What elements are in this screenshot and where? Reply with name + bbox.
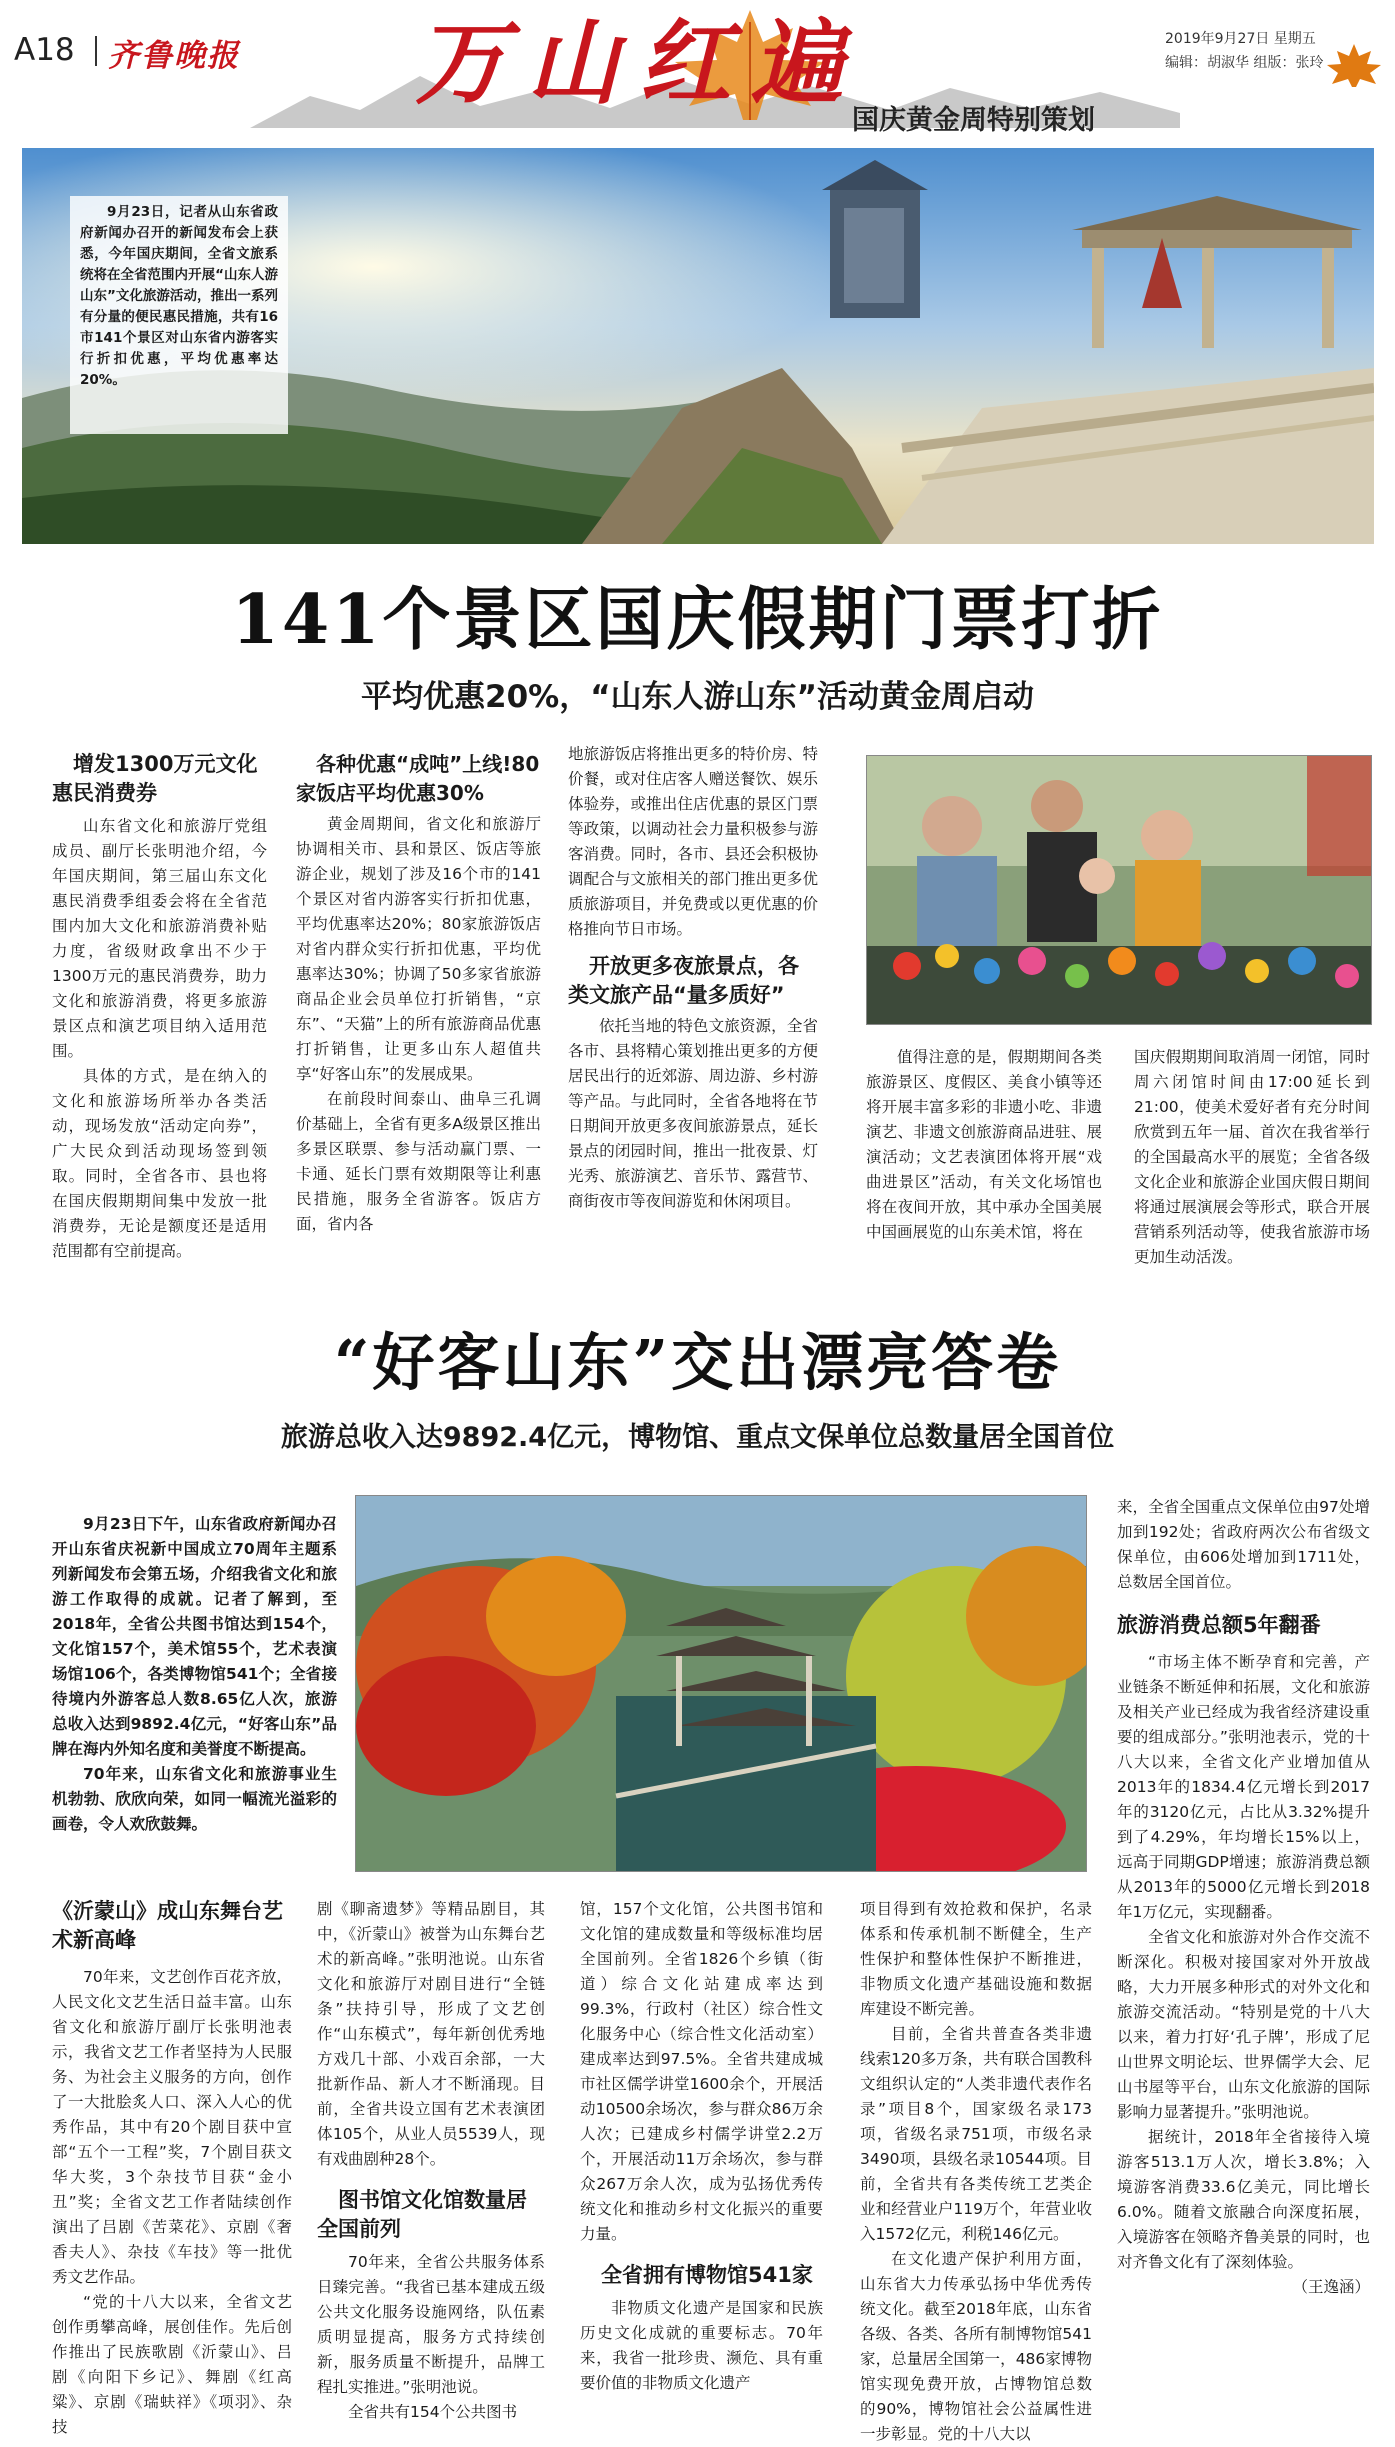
- story1-subhead-night: 开放更多夜旅景点，各类文旅产品“量多质好”: [568, 954, 799, 1007]
- story2-byline: （王逸涵）: [1292, 2278, 1370, 2296]
- story2-col4: [860, 1897, 1092, 2447]
- story1-hotel-p1: 地旅游饭店将推出更多的特价房、特价餐，或对住店客人赠送餐饮、娱乐体验券，或推出住店优惠的景区门票等政策，以调动社会力量积极参与游客消费。同时，各市、县还会积极协调配合与文旅相关的部门推出更多优质旅游项目，并免费或以更优惠的价格推向节日市场。: [568, 745, 818, 938]
- story2-photo: [355, 1495, 1087, 1872]
- editors: 编辑：胡淑华 组版：张玲: [1165, 55, 1324, 71]
- story1-discount-p1: 黄金周期间，省文化和旅游厅协调相关市、县和景区、饭店等旅游企业，规划了涉及16个市的141个景区对省内游客实行折扣优惠，平均优惠率达20%；80家旅游饭店对省内群众实行折扣优惠，平均优惠率达30%；协调了50多家省旅游商品企业会员单位打折销售，“京东”、“天猫”上的所有旅游商品优惠打折销售，让更多山东人超值共享“好客山东”的发展成果。: [296, 815, 541, 1083]
- story2-library-p1: 70年来，全省公共服务体系日臻完善。“我省已基本建成五级公共文化服务设施网络，队伍素质明显提高，服务方式持续创新，服务质量不断提升，品牌工程扎实推进。”张明池说。: [317, 2253, 545, 2396]
- issue-date: 2019年9月27日 星期五: [1165, 31, 1316, 47]
- story1-deck: 平均优惠20%，“山东人游山东”活动黄金周启动: [361, 679, 1034, 715]
- masthead-divider: [95, 36, 97, 66]
- story2-subhead-tourism: 旅游消费总额5年翻番: [1117, 1613, 1321, 1637]
- story1-headline: 141个景区国庆假期门票打折: [231, 580, 1164, 660]
- story1-col2: [296, 750, 541, 1237]
- banner-title: 万山红遍: [415, 9, 864, 117]
- masthead: [0, 0, 1395, 145]
- story2-deck: 旅游总收入达9892.4亿元，博物馆、重点文保单位总数量居全国首位: [280, 1422, 1115, 1453]
- story2-museum-p1: 非物质文化遗产是国家和民族历史文化成就的重要标志。70年来，我省一批珍贵、濒危、具有重要价值的非物质文化遗产: [580, 2299, 823, 2392]
- story1-voucher-p1: 山东省文化和旅游厅党组成员、副厅长张明池介绍，今年国庆期间，第三届山东文化惠民消费季组委会将在全省范围内加大文化和旅游消费补贴力度，省级财政拿出不少于1300万元的惠民消费券，助力文化和旅游消费，将更多旅游景区点和演艺项目纳入适用范围。: [52, 817, 267, 1060]
- story1-col4: [866, 1045, 1102, 1245]
- story2-col1: [52, 1897, 292, 2440]
- story2-lead-p1: 9月23日下午，山东省政府新闻办召开山东省庆祝新中国成立70周年主题系列新闻发布会第五场，介绍我省文化和旅游工作取得的成就。记者了解到，至2018年，全省公共图书馆达到154个，文化馆157个，美术馆55个，艺术表演场馆106个，各类博物馆541个；全省接待境内外游客总人数8.65亿人次，旅游总收入达到9892.4亿元，“好客山东”品牌在海内外知名度和美誉度不断提高。: [52, 1515, 337, 1758]
- story2-subhead-yimeng: 《沂蒙山》成山东舞台艺术新高峰: [52, 1899, 283, 1952]
- story2-lead-p2: 70年来，山东省文化和旅游事业生机勃勃、欣欣向荣，如同一幅流光溢彩的画卷，令人欢欣鼓舞。: [52, 1765, 337, 1833]
- story2-col2: [317, 1897, 545, 2425]
- story2-heritage-p1: 项目得到有效抢救和保护，名录体系和传承机制不断健全，生产性保护和整体性保护不断推进，非物质文化遗产基础设施和数据库建设不断完善。: [860, 1900, 1092, 2018]
- hero-caption-box: [70, 196, 288, 434]
- story1-discount-p2: 在前段时间泰山、曲阜三孔调价基础上，全省有更多A级景区推出多景区联票、参与活动赢门票、一卡通、延长门票有效期限等让利惠民措施，服务全省游客。饭店方面，省内各: [296, 1090, 541, 1233]
- story1-col3: [568, 742, 818, 1214]
- story1-subhead-discount: 各种优惠“成吨”上线!80家饭店平均优惠30%: [296, 752, 540, 805]
- story2-col3: [580, 1897, 823, 2396]
- story2-yimeng-p2: “党的十八大以来，全省文艺创作勇攀高峰，展创佳作。先后创作推出了民族歌剧《沂蒙山》、吕剧《向阳下乡记》、舞剧《红高粱》、京剧《瑞蚨祥》《项羽》、杂技: [52, 2293, 292, 2436]
- page-number: A18: [14, 32, 75, 68]
- story1-photo-scene: [867, 756, 1371, 1024]
- story2-heritage-p3: 在文化遗产保护利用方面，山东省大力传承弘扬中华优秀传统文化。截至2018年底，山东省各级、各类、各所有制博物馆541家，总量居全国第一，486家博物馆实现免费开放，占博物馆总数的90%，博物馆社会公益属性进一步彰显。党的十八大以: [860, 2250, 1092, 2443]
- story1-voucher-p2: 具体的方式，是在纳入的文化和旅游场所举办各类活动，现场发放“活动定向券”，广大民众到活动现场签到领取。同时，全省各市、县也将在国庆假期期间集中发放一批消费券，无论是额度还是适用范围都有空前提高。: [52, 1067, 267, 1260]
- story1-col1: [52, 750, 267, 1264]
- story2-heritage-p2: 目前，全省共普查各类非遗线索120多万条，共有联合国教科文组织认定的“人类非遗代表作名录”项目8个，国家级名录173项，省级名录751项，市级名录3490项，县级名录10544项。目前，全省共有各类传统工艺类企业和经营业户119万个，年营业收入1572亿元，利税146亿元。: [860, 2025, 1092, 2243]
- story2-subhead-library: 图书馆文化馆数量居全国前列: [317, 2188, 527, 2241]
- column-name: 国庆黄金周特别策划: [852, 105, 1095, 136]
- story2-yimeng-p1: 70年来，文艺创作百花齐放，人民文化文艺生活日益丰富。山东省文化和旅游厅副厅长张明池表示，我省文艺工作者坚持为人民服务、为社会主义服务的方向，创作了一大批脍炙人口、深入人心的优秀作品，其中有20个剧目获中宣部“五个一工程”奖，7个剧目获文华大奖，3个杂技节目获“金小丑”奖；全省文艺工作者陆续创作演出了吕剧《苦菜花》、京剧《奢香夫人》、杂技《车技》等一批优秀文艺作品。: [52, 1968, 292, 2286]
- story1-subhead-voucher: 增发1300万元文化惠民消费券: [52, 752, 258, 805]
- hero-caption: 9月23日，记者从山东省政府新闻办召开的新闻发布会上获悉，今年国庆期间，全省文旅系统将在全省范围内开展“山东人游山东”文化旅游活动，推出一系列有分量的便民惠民措施，共有16市141个景区对山东省内游客实行折扣优惠，平均优惠率达20%。: [80, 204, 278, 388]
- story2-right-col: [1117, 1495, 1370, 2299]
- story2-opera-p: 剧《聊斋遗梦》等精品剧目，其中，《沂蒙山》被誉为山东舞台艺术的新高峰。”张明池说。山东省文化和旅游厅对剧目进行“全链条”扶持引导，形成了文艺创作“山东模式”，每年新创优秀地方戏几十部、小戏百余部，一大批新作品、新人才不断涌现。目前，全省共设立国有艺术表演团体105个，从业人员5539人，现有戏曲剧种28个。: [317, 1900, 545, 2168]
- story1-heritage-p1: 值得注意的是，假期期间各类旅游景区、度假区、美食小镇等还将开展丰富多彩的非遗小吃、非遗演艺、非遗文创旅游商品进驻、展演活动；文艺表演团体将开展“戏曲进景区”活动，有关文化场馆也将在夜间开放，其中承办全国美展中国画展览的山东美术馆，将在: [866, 1048, 1102, 1241]
- story2-relics-p: 来，全省全国重点文保单位由97处增加到192处；省政府两次公布省级文保单位，由606处增加到1711处，总数居全国首位。: [1117, 1498, 1370, 1591]
- story1-col5: [1134, 1045, 1370, 1270]
- maple-leaf-small-icon: [1325, 42, 1383, 88]
- paper-name: 齐鲁晚报: [108, 38, 240, 74]
- story2-tourism-p1: “市场主体不断孕育和完善，产业链条不断延伸和拓展，文化和旅游及相关产业已经成为我省经济建设重要的组成部分。”张明池表示，党的十八大以来，全省文化产业增加值从2013年的1834.4亿元增长到2017年的3120亿元，占比从3.32%提升到了4.29%，年均增长15%以上，远高于同期GDP增速；旅游消费总额从2013年的5000亿元增长到2018年1万亿元，实现翻番。: [1117, 1653, 1370, 1921]
- story2-subhead-museum: 全省拥有博物馆541家: [601, 2263, 813, 2287]
- story1-photo: [866, 755, 1372, 1025]
- story2-lead: [52, 1512, 337, 1837]
- story2-library-p2: 全省共有154个公共图书: [348, 2403, 518, 2421]
- story2-headline: “好客山东”交出漂亮答卷: [333, 1326, 1062, 1399]
- story2-culture-centers-p: 馆，157个文化馆，公共图书馆和文化馆的建成数量和等级标准均居全国前列。全省1826个乡镇（街道）综合文化站建成率达到99.3%，行政村（社区）综合性文化服务中心（综合性文化活动室）建成率达到97.5%。全省共建成城市社区儒学讲堂1600余个，开展活动10500余场次，参与群众86万余人次；已建成乡村儒学讲堂2.2万个，开展活动11万余场次，参与群众267万余人次，成为弘扬优秀传统文化和推动乡村文化振兴的重要力量。: [580, 1900, 823, 2243]
- story2-tourism-p3: 据统计，2018年全省接待入境游客513.1万人次，增长3.8%；入境游客消费33.6亿美元，同比增长6.0%。随着文旅融合向深度拓展，入境游客在领略齐鲁美景的同时，也对齐鲁文化有了深刻体验。: [1117, 2128, 1370, 2271]
- hero-photo: [22, 148, 1374, 544]
- story1-museum-hours-p1: 国庆假期期间取消周一闭馆，同时周六闭馆时间由17:00延长到21:00，使美术爱好者有充分时间欣赏到五年一届、首次在我省举行的全国最高水平的展览；全省各级文化企业和旅游企业国庆假日期间将通过展演展会等形式，联合开展营销系列活动等，使我省旅游市场更加生动活泼。: [1134, 1048, 1370, 1266]
- story1-night-p1: 依托当地的特色文旅资源，全省各市、县将精心策划推出更多的方便居民出行的近郊游、周边游、乡村游等产品。与此同时，全省各地将在节日期间开放更多夜间旅游景点，延长景点的闭园时间，推出一批夜景、灯光秀、旅游演艺、音乐节、露营节、商街夜市等夜间游览和休闲项目。: [568, 1017, 818, 1210]
- story2-photo-scene: [356, 1496, 1086, 1871]
- story2-tourism-p2: 全省文化和旅游对外合作交流不断深化。积极对接国家对外开放战略，大力开展多种形式的对外文化和旅游交流活动。“特别是党的十八大以来，着力打好‘孔子牌’，形成了尼山世界文明论坛、世界儒学大会、尼山书屋等平台，山东文化旅游的国际影响力显著提升。”张明池说。: [1117, 1928, 1370, 2121]
